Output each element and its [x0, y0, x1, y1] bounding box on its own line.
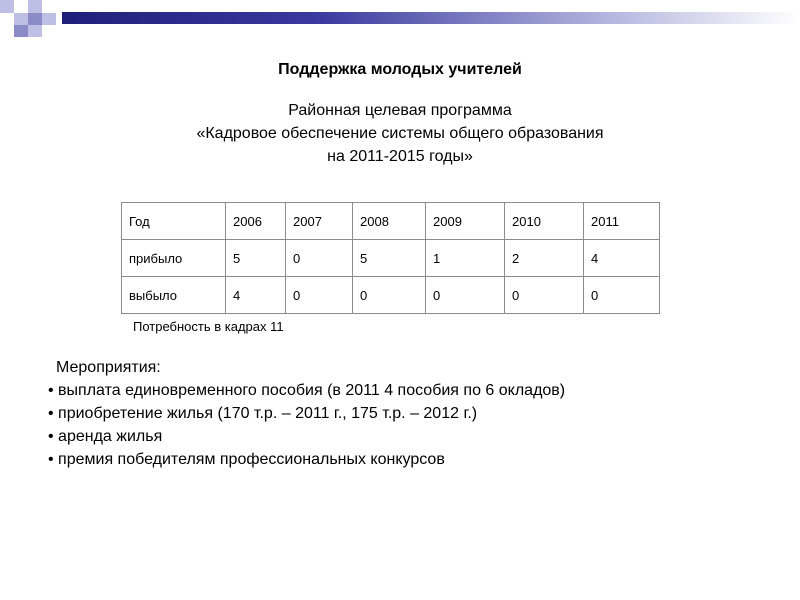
table-cell: 1: [426, 240, 505, 277]
table-cell: 0: [286, 240, 353, 277]
table-cell: 0: [286, 277, 353, 314]
table-cell: 0: [353, 277, 426, 314]
decor-square: [14, 13, 28, 25]
subtitle-line: на 2011-2015 годы»: [327, 148, 473, 165]
table-cell: прибыло: [122, 240, 226, 277]
decor-square: [0, 13, 14, 25]
table-row: [122, 240, 660, 277]
staff-demand-note: Потребность в кадрах 11: [133, 319, 284, 334]
program-subtitle: [0, 99, 800, 168]
table-cell: 0: [584, 277, 660, 314]
decor-square: [28, 0, 42, 13]
list-item: • премия победителям профессиональных конкурсов: [48, 448, 565, 471]
table-cell: 0: [426, 277, 505, 314]
table-header-cell: 2010: [505, 203, 584, 240]
table-cell: 2: [505, 240, 584, 277]
table-cell: 5: [353, 240, 426, 277]
decor-square: [14, 0, 28, 13]
decor-square: [0, 25, 14, 37]
slide-title: Поддержка молодых учителей: [278, 61, 522, 78]
decor-square: [42, 0, 56, 13]
table-header-cell: 2006: [226, 203, 286, 240]
list-item: • аренда жилья: [48, 425, 565, 448]
table-cell: 4: [584, 240, 660, 277]
header-gradient-band: [62, 12, 800, 24]
table-header-cell: 2011: [584, 203, 660, 240]
table-header-cell: Год: [122, 203, 226, 240]
list-item: • приобретение жилья (170 т.р. – 2011 г., 175 т.р. – 2012 г.): [48, 402, 565, 425]
list-item: • выплата единовременного пособия (в 2011 4 пособия по 6 окладов): [48, 379, 565, 402]
staff-table: [121, 202, 660, 314]
decor-square: [14, 25, 28, 37]
decor-square: [28, 13, 42, 25]
decor-square: [42, 13, 56, 25]
measures-list: [48, 356, 565, 471]
decor-square: [28, 25, 42, 37]
table-header-cell: 2007: [286, 203, 353, 240]
table-header-cell: 2008: [353, 203, 426, 240]
decor-square: [0, 0, 14, 13]
table-cell: 4: [226, 277, 286, 314]
subtitle-line: Районная целевая программа: [288, 102, 512, 119]
table-header-cell: 2009: [426, 203, 505, 240]
measures-heading: Мероприятия:: [56, 359, 161, 376]
table-cell: 5: [226, 240, 286, 277]
subtitle-line: «Кадровое обеспечение системы общего образования: [196, 125, 604, 142]
table-row: [122, 277, 660, 314]
table-header-row: [122, 203, 660, 240]
table-cell: выбыло: [122, 277, 226, 314]
table-cell: 0: [505, 277, 584, 314]
